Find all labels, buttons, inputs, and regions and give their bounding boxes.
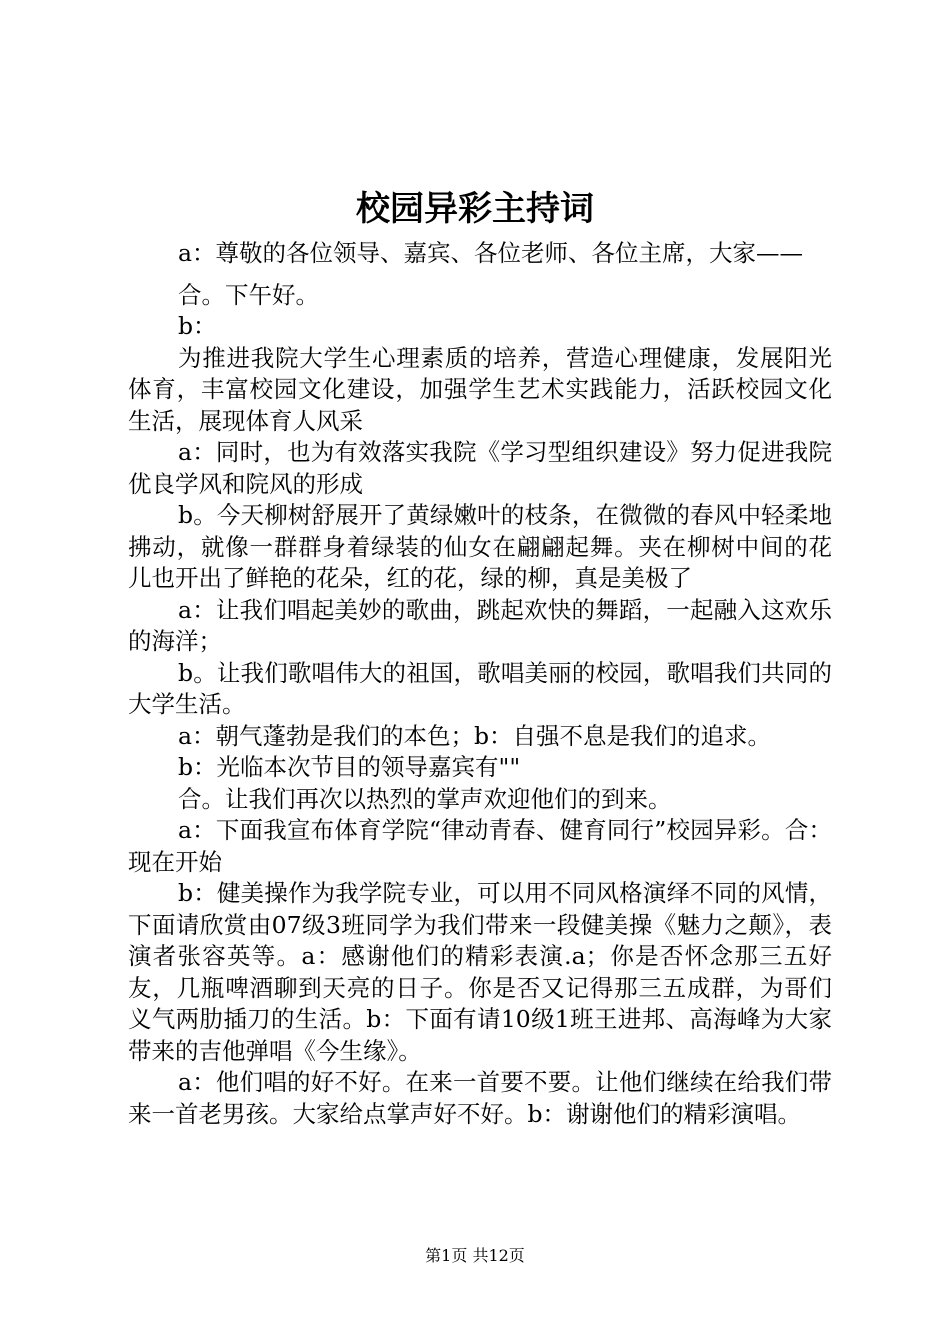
page-footer: 第1页 共12页 [425, 1246, 525, 1265]
paragraph: 合。下午好。 [178, 280, 319, 309]
document-body [128, 238, 832, 1130]
paragraph: a：下面我宣布体育学院“律动青春、健育同行”校园异彩。合：现在开始 [128, 816, 832, 876]
paragraph: b。让我们歌唱伟大的祖国，歌唱美丽的校园，歌唱我们共同的大学生活。 [128, 658, 832, 718]
paragraph: b：光临本次节目的领导嘉宾有"" [178, 753, 521, 781]
document-title: 校园异彩主持词 [356, 189, 594, 229]
paragraph: b： [178, 312, 217, 340]
paragraph: b。今天柳树舒展开了黄绿嫩叶的枝条，在微微的春风中轻柔地拂动，就像一群群身着绿装的仙女在翩翩起舞。夹在柳树中间的花儿也开出了鲜艳的花朵，红的花，绿的柳，真是美极了 [128, 501, 832, 592]
paragraph: 合。让我们再次以热烈的掌声欢迎他们的到来。 [178, 784, 672, 813]
paragraph: a：朝气蓬勃是我们的本色；b：自强不息是我们的追求。 [178, 721, 772, 750]
paragraph: b：健美操作为我学院专业，可以用不同风格演绎不同的风情，下面请欣赏由07级3班同学为我们带来一段健美操《魅力之颠》，表演者张容英等。a：感谢他们的精彩表演.a；你是否怀念那三五好友，几瓶啤酒聊到天亮的日子。你是否又记得那三五成群，为哥们义气两肋插刀的生活。b：下面有请10级1班王进邦、高海峰为大家带来的吉他弹唱《今生缘》。 [128, 879, 832, 1065]
paragraph: a：同时，也为有效落实我院《学习型组织建设》努力促进我院优良学风和院风的形成 [128, 438, 832, 498]
paragraph: a：尊敬的各位领导、嘉宾、各位老师、各位主席，大家—— [178, 239, 804, 267]
paragraph: 为推进我院大学生心理素质的培养，营造心理健康，发展阳光体育，丰富校园文化建设，加强学生艺术实践能力，活跃校园文化生活，展现体育人风采 [128, 343, 832, 435]
paragraph: a：他们唱的好不好。在来一首要不要。让他们继续在给我们带来一首老男孩。大家给点掌声好不好。b：谢谢他们的精彩演唱。 [128, 1068, 832, 1128]
paragraph: a：让我们唱起美妙的歌曲，跳起欢快的舞蹈，一起融入这欢乐的海洋； [128, 595, 832, 655]
